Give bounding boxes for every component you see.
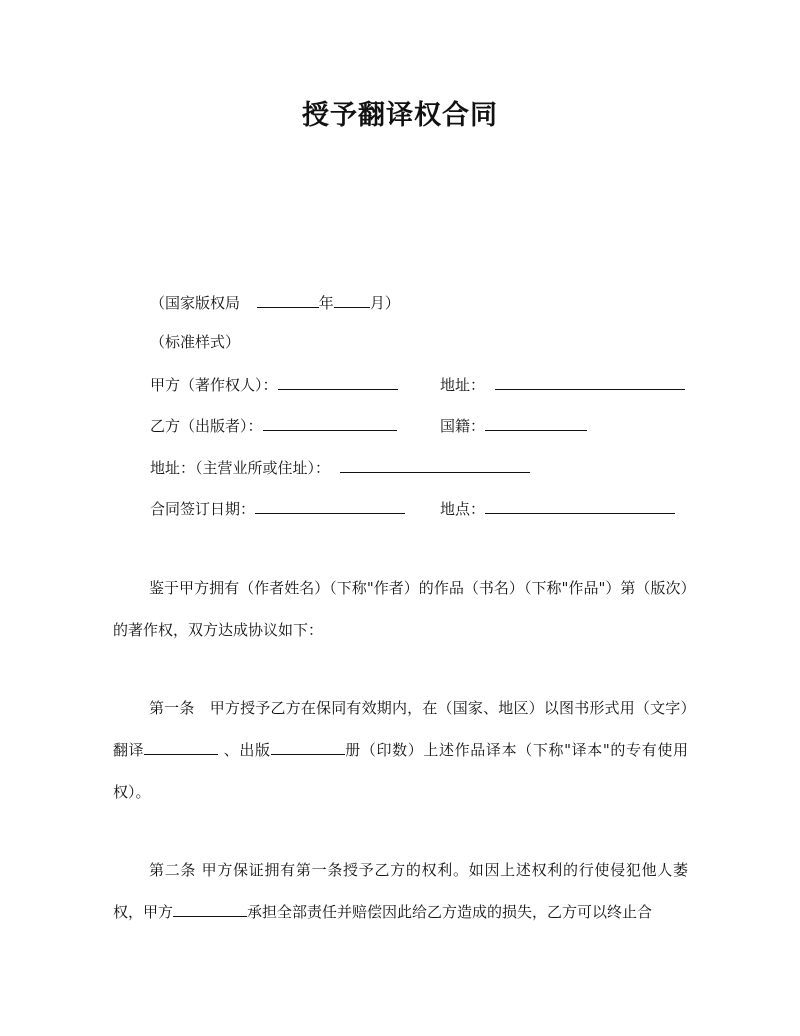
header-line <box>150 291 400 313</box>
address-label: 地址：（主营业所或住址）： <box>150 459 331 477</box>
nationality-line <box>440 414 587 436</box>
preamble-paragraph <box>113 567 688 651</box>
party-a-address-line <box>440 373 685 395</box>
sign-date-line <box>150 497 405 519</box>
party-b-blank <box>263 414 397 431</box>
party-a-blank <box>278 373 398 390</box>
party-b-line <box>150 414 397 436</box>
nationality-label: 国籍： <box>440 417 486 435</box>
place-blank <box>485 497 675 514</box>
month-label: 月） <box>369 294 400 312</box>
article-1-part1: 第一条 甲方授予乙方在保同有效期内，在（国家、地区）以图书形式用（文字）翻译 <box>113 699 688 759</box>
article-1-paragraph <box>113 687 688 813</box>
sign-date-label: 合同签订日期： <box>150 500 256 518</box>
sign-date-blank <box>255 497 405 514</box>
article-2-part2: 承担全部责任并赔偿因此给乙方造成的损失，乙方可以终止合 <box>247 903 653 921</box>
article-2-part1: 第二条 甲方保证拥有第一条授予乙方的权利。如因上述权利的行使侵犯他人萎权，甲方 <box>113 861 688 921</box>
preamble-text: 鉴于甲方拥有（作者姓名）（下称"作者）的作品（书名）（下称"作品"）第（版次）的著作权，双方达成协议如下： <box>113 579 688 639</box>
document-title: 授予翻译权合同 <box>302 100 498 131</box>
standard-form-note: （标准样式） <box>150 333 241 351</box>
article-1-part2: 、出版 <box>223 741 271 759</box>
month-blank <box>334 291 370 308</box>
address-blank <box>340 456 530 473</box>
header-prefix: （国家版权局 <box>150 294 241 312</box>
party-a-liability-blank <box>173 902 247 917</box>
translate-blank <box>144 740 218 755</box>
year-blank <box>257 291 319 308</box>
place-line <box>440 497 675 519</box>
year-label: 年 <box>318 294 334 312</box>
party-a-line <box>150 373 398 395</box>
nationality-blank <box>485 414 587 431</box>
print-run-blank <box>271 740 345 755</box>
party-a-label: 甲方（著作权人）： <box>150 376 278 394</box>
address-line <box>150 456 530 478</box>
article-1-part3: 册（印数）上述作品译本（下称"译本"的专有使用权）。 <box>113 741 688 801</box>
party-a-address-blank <box>495 373 685 390</box>
place-label: 地点： <box>440 500 486 518</box>
article-2-paragraph <box>113 849 688 933</box>
party-a-address-label: 地址： <box>440 376 486 394</box>
party-b-label: 乙方（出版者）： <box>150 417 263 435</box>
